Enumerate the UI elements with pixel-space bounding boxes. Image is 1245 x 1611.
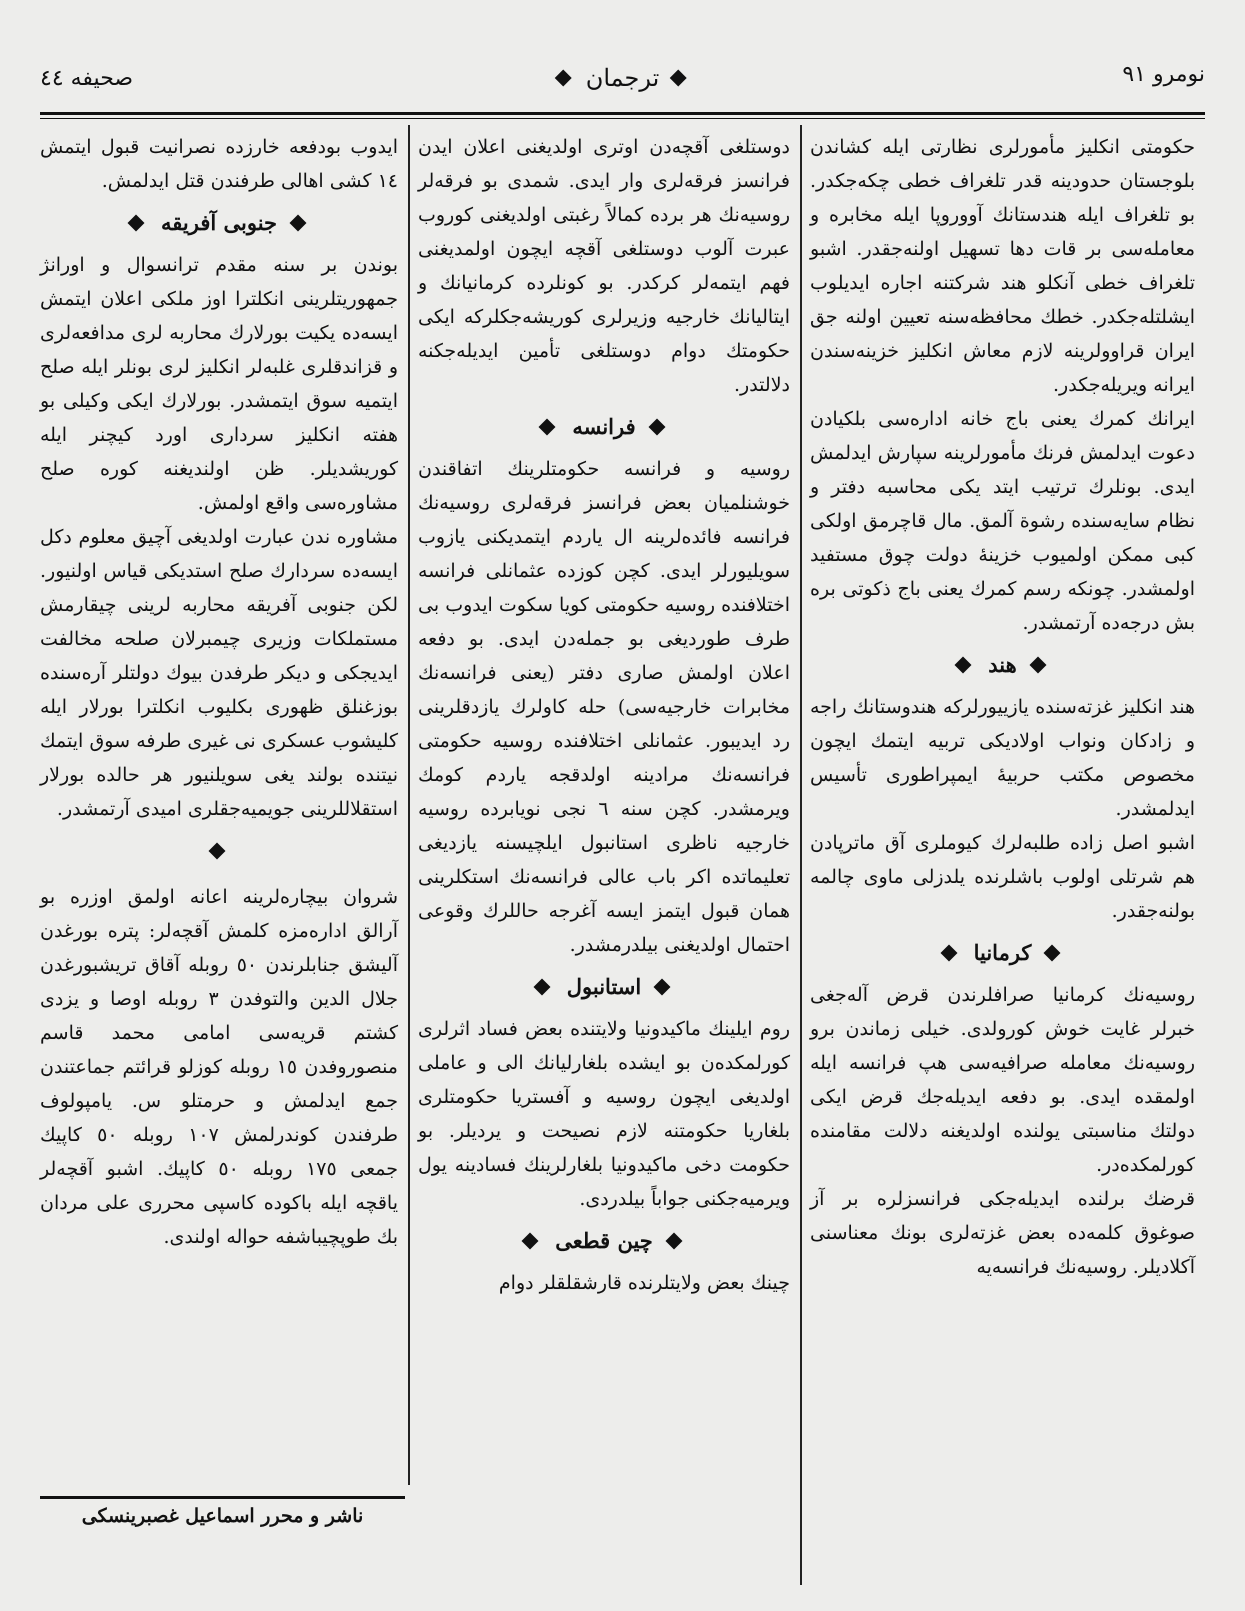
column-left — [40, 130, 398, 1254]
heading-text: فرانسه — [572, 414, 636, 439]
ornament-icon — [287, 216, 313, 230]
ornament-icon — [531, 980, 557, 994]
paragraph: قرضك برلنده ایدیله‌جکی فرانسزلره بر آز صوغوق کلمه‌ده بعض غزته‌لری بونك معناسنی آکلادیلر. روسیه‌نك فرانسه‌یه — [810, 1188, 1195, 1278]
heading-text: استانبول — [566, 974, 642, 999]
ornament-icon — [1041, 946, 1067, 960]
ornament-icon — [519, 1234, 545, 1248]
paragraph: اشبو اصل زاده طلبه‌لرك کیوملری آق ماترپادن هم شرتلی اولوب باشلرنده یلدزلی ماوی چالمه بولنه‌جقدر. — [810, 832, 1195, 922]
newspaper-title — [552, 64, 694, 92]
paragraph: چینك بعض ولایتلرنده قارشقلقلر دوام — [498, 1272, 790, 1294]
ornament-icon — [651, 980, 677, 994]
paragraph: ایدوب بودفعه خارزده نصرانیت قبول ایتمش ١٤ کشی اهالی طرفندن قتل ایدلمش. — [40, 136, 398, 192]
paragraph: بوندن بر سنه مقدم ترانسوال و اورانژ جمهوریتلرینی انکلترا اوز ملکی اعلان ایتمش ایسه‌ده یکیت بورلارك محاربه لری مدافعه‌لری و قزاندقلری غلبه‌لر انکلیز لری بونلر ایله صلح ایتمیه سوق ایتمشدر. بورلارك ایکی وکیلی بو هفته انکلیز سرداری اورد کیچنر ایله کوریشدیلر. ظن اولندیغنه کوره صلح مشاوره‌سی واقع اولمش. — [40, 254, 398, 514]
bleed-through-text — [440, 32, 740, 54]
ornament-icon — [938, 946, 964, 960]
footer-rule — [40, 1496, 405, 1499]
title-text: ترجمان — [585, 64, 660, 92]
paragraph: روسیه و فرانسه حکومتلرینك اتفاقندن خوشنلمیان بعض فرانسز فرقه‌لری روسیه‌نك فرانسه فائده‌لرینه ال یاردم ایتمدیکنی یازوب سویلیورلر ایدی. کچن کوزده عثمانلی فرانسه اختلافنده روسیه حکومتی کویا سکوت ایدوب بی طرف طوردیغی بو جمله‌دن ایدی. بو دفعه اعلان اولمش صاری دفتر (یعنی فرانسه‌نك مخابرات خارجیه‌سی) حله کاولرك یازدقلرینی رد ایدیبور. عثمانلی اختلافنده روسیه حکومتی فرانسه‌نك مرادینه اولدقجه یاردم کومك ویرمشدر. کچن سنه ٦ نجی نویابرده روسیه خارجیه ناظری استانبول ایلچیسنه یازدیغی تعلیماتده اکر باب عالی فرانسه‌نك استکلرینی همان قبول ایتمز ایسه آغرجه حاللرك وقوعی احتمال اولدیغنی بیلدرمشدر. — [418, 458, 790, 956]
section-heading — [810, 648, 1195, 682]
ornament-icon — [663, 1234, 689, 1248]
heading-text: هند — [988, 652, 1017, 677]
publisher-line: ناشر و محرر اسماعیل غصبرینسکی — [81, 1505, 364, 1527]
section-heading — [418, 970, 790, 1004]
section-heading — [40, 206, 398, 240]
masthead — [40, 58, 1205, 108]
ornament-icon — [667, 71, 693, 85]
column-right — [810, 130, 1195, 1284]
paragraph: مشاوره ندن عبارت اولدیغی آچیق معلوم دکل ایسه‌ده سردارك صلح استدیکی قیاس اولنیور. لکن جنوبی آفریقه محاربه لرینی چیقارمش مستملکات وزیری چیمبرلان صلحه مخالفت ایدیجکی و دیکر طرفدن بیوك دولتلر آره‌سنده بوزغنلق ظهوری بکلیوب انکلترا بورلار ایله کلیشوب عسکری نی غیری طرفه سوق ایتمك نیتنده بولند یغی سویلنیور هر حالده بورلار استقلاللرینی جویمیه‌جقلری امیدی آرتمشدر. — [40, 526, 398, 820]
ornament-icon — [536, 420, 562, 434]
ornament-icon — [646, 420, 672, 434]
heading-text: چین قطعی — [555, 1228, 653, 1253]
issue-number: نومرو ٩١ — [1122, 62, 1205, 87]
paragraph: شروان بیچاره‌لرینه اعانه اولمق اوزره بو آرالق اداره‌مزه کلمش آقچه‌لر: پتره بورغدن آلیشق جنابلرندن ٥٠ روبله آقاق تریشبورغدن جلال الدین والتوفدن ٣ روبله اوصا و یزدی کشتم قریه‌سی امامی محمد قاسم منصوروفدن ١٥ روبله کوزلو قرائتم جماعتندن جمع ایدلمش و حرمتلو س. یامپولوف طرفندن کوندرلمش ١٠٧ روبله ٥٠ کاپیك جمعی ١٧٥ روبله ٥٠ کاپیك. اشبو آقچه‌لر یاقچه ایله باکوده کاسپی محرری علی مردان بك طوپچیباشفه حواله اولندی. — [40, 886, 398, 1248]
ornament-icon — [206, 844, 232, 858]
page-number: صحیفه ٤٤ — [40, 66, 134, 91]
paragraph: هند انکلیز غزته‌سنده یازییورلرکه هندوستانك راجه و زادکان ونواب اولادیکی تربیه ایتمك ایچون مخصوص مکتب حربیهٔ ایمپراطوری تأسیس ایدلمشدر. — [810, 696, 1195, 820]
ornament-icon — [552, 71, 578, 85]
paragraph: حکومتی انکلیز مأمورلری نظارتی ایله کشاندن بلوجستان حدودینه قدر تلغراف خطی چکه‌جکدر. بو تلغراف ایله هندستانك آووروپا ایله مخابره و معامله‌سی بر قات دها تسهیل اولنه‌جقدر. اشبو تلغراف خطی آنکلو هند شرکتنه اجاره ایدیلوب ایشلتله‌جکدر. خطك محافظه‌سنه تعیین اولنه جق ایران قراوولرینه لازم معاش انکلیز خزینه‌سندن ایرانه ویریله‌جکدر. — [810, 136, 1195, 396]
section-heading — [418, 1224, 790, 1258]
section-heading — [418, 410, 790, 444]
ornament-icon — [952, 658, 978, 672]
section-heading — [810, 936, 1195, 970]
header-rule-thin — [40, 118, 1205, 119]
column-divider — [408, 125, 410, 1485]
ornament-icon — [125, 216, 151, 230]
paragraph: روسیه‌نك کرمانیا صرافلرندن قرض آله‌جغی خبرلر غایت خوش کورولدی. خیلی زماندن برو روسیه‌نك معامله صرافیه‌سی هپ فرانسه ایله اولمقده ایدی. بو دفعه ایدیله‌جك قرض ایکی دولتك مناسبتی یولنده اولدیغنه دلالت مقامنده کورلمکده‌در. — [810, 984, 1195, 1176]
section-divider — [40, 836, 398, 870]
heading-text: جنوبی آفریقه — [161, 210, 278, 235]
header-rule — [40, 112, 1205, 115]
paragraph: ایرانك کمرك یعنی باج خانه اداره‌سی بلکیادن دعوت ایدلمش فرنك مأمورلرینه سپارش ایدلمش ایدی. بونلرك ترتیب ایتد یکی محاسبه دفتر و نظام سایه‌سنده رشوة آلمق. مال قاچرمق اولکی کبی ممکن اولمیوب خزینهٔ دولت چوق مستفید اولمشدر. چونکه رسم کمرك یعنی باج ذکوتی بره بش درجه‌ده آرتمشدر. — [810, 408, 1195, 634]
column-divider — [800, 125, 802, 1585]
column-middle — [418, 130, 790, 1300]
ornament-icon — [1027, 658, 1053, 672]
heading-text: کرمانیا — [973, 940, 1032, 965]
paragraph: دوستلغی آقچه‌دن اوتری اولدیغنی اعلان ایدن فرانسز فرقه‌لری وار ایدی. شمدی بو فرقه‌لر روسیه‌نك هر برده کمالاً رغبتی اولدیغنی کوروب عبرت آلوب دوستلغی آقچه ایچون اولمدیغنی فهم ایتمه‌لر کرکدر. بو کونلرده کرمانیانك و ایتالیانك خارجیه وزیرلری کوریشه‌جکلرکه ایکی حکومتك دوام دوستلغی تأمین ایدیله‌جکنه دلالتدر. — [418, 136, 790, 396]
paragraph: روم ایلینك ماکیدونیا ولایتنده بعض فساد اثرلری کورلمکده‌ن بو ایشده بلغارلیانك الی و عاملی اولدیغی ایچون روسیه و آفستریا حکومتلری بلغاریا حکومتنه لازم نصیحت و یردیلر. بو حکومت دخی ماکیدونیا بلغارلرینك فسادینه یول ویرمیه‌جکنی جواباً بیلدردی. — [418, 1018, 790, 1210]
